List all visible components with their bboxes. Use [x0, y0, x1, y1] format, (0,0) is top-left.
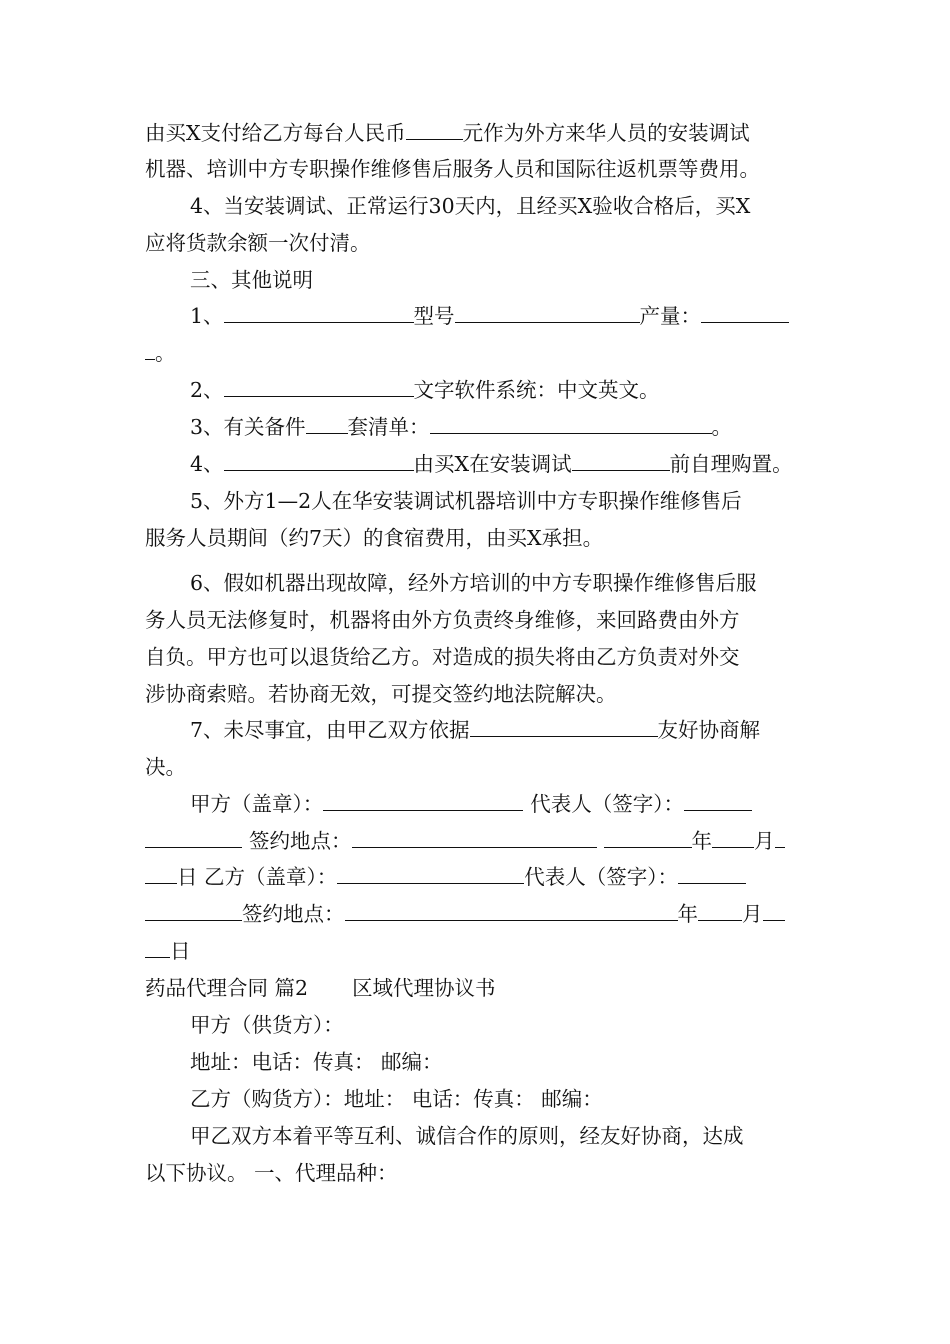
blank [712, 828, 754, 848]
item-6-cont-1: 务人员无法修复时，机器将由外方负责终身维修，来回路费由外方 [145, 608, 740, 632]
blank [145, 828, 242, 848]
blank [604, 828, 692, 848]
blank [337, 864, 524, 884]
blank [455, 303, 640, 323]
blank [224, 303, 414, 323]
blank [775, 828, 785, 848]
blank [224, 451, 414, 471]
item-7: 7、未尽事宜，由甲乙双方依据 友好协商解 [190, 718, 761, 742]
item-5: 5、外方1—2人在华安装调试机器培训中方专职操作维修售后 [190, 489, 742, 513]
party-a: 甲方（供货方）： [190, 1013, 344, 1037]
party-a-contact: 地址：电话：传真： 邮编： [190, 1050, 443, 1074]
signature-line-4: 签约地点： 年 月 [145, 901, 785, 927]
blank [678, 864, 746, 884]
section-heading: 三、其他说明 [190, 268, 313, 292]
text-line-2: 机器、培训中方专职操作维修售后服务人员和国际往返机票等费用。 [145, 157, 760, 181]
text-line-3: 4、当安装调试、正常运行30天内，且经买X验收合格后，买X [190, 194, 751, 218]
signature-line-3: 日 乙方（盖章）： 代表人（签字）： [145, 864, 746, 890]
item-2: 2、 文字软件系统：中文英文。 [190, 378, 660, 402]
item-1-cont: 。 [145, 340, 176, 366]
blank [701, 303, 789, 323]
item-6: 6、假如机器出现故障，经外方培训的中方专职操作维修售后服 [190, 571, 757, 595]
blank [145, 864, 177, 884]
signature-line-5: 日 [145, 938, 191, 964]
item-6-cont-3: 涉协商索赔。若协商无效，可提交签约地法院解决。 [145, 682, 617, 706]
blank [323, 791, 523, 811]
blank [430, 414, 712, 434]
blank [698, 901, 742, 921]
signature-line-2: 签约地点： 年 月 [145, 828, 785, 854]
heading-contract-2: 药品代理合同 篇2 区域代理协议书 [145, 976, 496, 1000]
blank [345, 901, 678, 921]
signature-line-1: 甲方（盖章）： 代表人（签字）： [190, 791, 752, 817]
item-5-cont: 服务人员期间（约7天）的食宿费用，由买X承担。 [145, 526, 604, 550]
blank [352, 828, 597, 848]
blank [145, 901, 242, 921]
blank [763, 901, 785, 921]
blank [470, 717, 658, 737]
intro-paragraph-cont: 以下协议。 一、代理品种： [145, 1161, 398, 1185]
blank [145, 938, 170, 958]
blank [224, 377, 414, 397]
text-line-4: 应将货款余额一次付清。 [145, 231, 371, 255]
item-1: 1、 型号 产量： [190, 303, 789, 329]
blank [306, 414, 348, 434]
item-7-cont: 决。 [145, 755, 186, 779]
blank [145, 340, 155, 360]
party-b: 乙方（购货方）：地址： 电话：传真： 邮编： [190, 1087, 603, 1111]
item-3: 3、有关备件 套清单： 。 [190, 415, 733, 439]
item-4: 4、 由买X在安装调试 前自理购置。 [190, 452, 793, 476]
item-6-cont-2: 自负。甲方也可以退货给乙方。对造成的损失将由乙方负责对外交 [145, 645, 740, 669]
blank [684, 791, 752, 811]
text-line-1: 由买X支付给乙方每台人民币 元作为外方来华人员的安装调试 [145, 121, 750, 145]
intro-paragraph: 甲乙双方本着平等互利、诚信合作的原则，经友好协商，达成 [190, 1124, 744, 1148]
blank [406, 120, 463, 140]
blank [572, 451, 670, 471]
